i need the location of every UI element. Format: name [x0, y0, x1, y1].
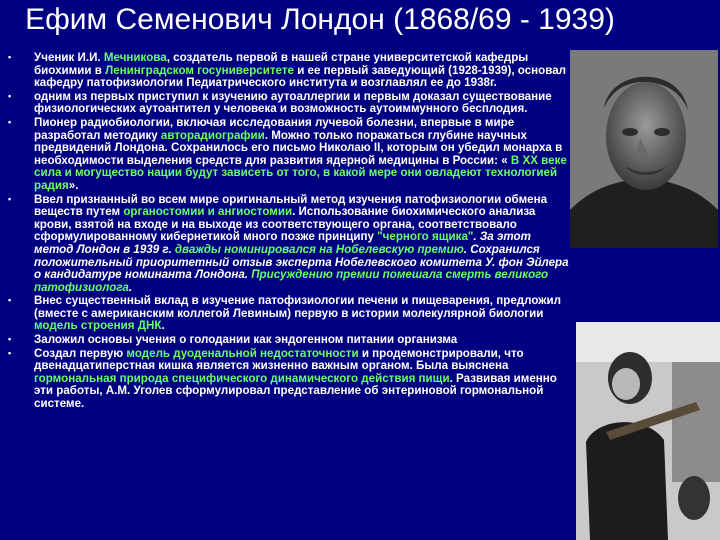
bullet-icon: •	[8, 295, 12, 306]
body-text: ».	[68, 178, 79, 192]
body-text: , создатель первой в нашей стране университетской кафедры биохимии в	[34, 51, 529, 77]
highlight-text: органостомии и ангиостомии	[123, 205, 293, 219]
highlight-text: авторадиографии	[160, 128, 265, 142]
bullet-item	[8, 91, 570, 116]
body-text: одним из первых приступил к изучению аутоаллергии и первым доказал существование физиологических аутоантител у человека и возможность аутоиммунного бесплодия.	[34, 89, 552, 116]
bullet-icon: •	[8, 90, 12, 101]
bullet-icon: •	[8, 52, 12, 62]
bullet-item	[8, 117, 570, 193]
body-text: и продемонстрировали, что двенадцатиперстная кишка является жизненно важным органом. Была выяснена	[34, 346, 524, 373]
bullet-icon: •	[8, 116, 12, 127]
highlight-text: В XX веке сила и могущество нации будут зависеть от того, в какой мере они овладеют технологией радия	[34, 153, 567, 192]
body-text: Ученик И.И.	[34, 51, 104, 64]
bullet-icon: •	[8, 193, 12, 204]
body-text: За этот метод Лондон в 1939 г.	[34, 230, 531, 256]
highlight-text: модель дуоденальной недостаточности	[126, 346, 359, 360]
body-text: . Сохранился положительный приоритетный отзыв эксперта Нобелевского комитета У. фон Эйлера о кандидатуре номинанта Лондона.	[34, 242, 569, 282]
body-text: .	[473, 230, 480, 244]
body-text: . Развивая именно эти работы, А.М. Уголев сформулировал представление об энтериновой гормональной системе.	[34, 371, 557, 411]
highlight-text: дважды номинировался на Нобелевскую премию	[174, 242, 464, 256]
portrait-illustration	[570, 50, 718, 248]
body-text: .	[161, 319, 165, 333]
body-text: Ввел признанный во всем мире оригинальный метод изучения патофизиологии обмена веществ путем	[34, 192, 548, 219]
body-text: . Можно только поражаться глубине научных предвидений Лондона. Сохранилось его письмо Николаю II, которым он убедил монарха в необходимости выделения средств для развития ядерной медицины в России: «	[34, 128, 563, 167]
bullet-item	[8, 334, 570, 347]
slide-title: Ефим Семенович Лондон (1868/69 - 1939)	[25, 3, 615, 36]
body-text: Создал первую	[34, 346, 127, 360]
bullet-item	[8, 52, 570, 90]
bullet-item	[8, 295, 570, 333]
body-text: Заложил основы учения о голодании как эндогенном питании организма	[34, 333, 458, 347]
highlight-text: Присуждению премии помешала смерть великого патофизиолога	[34, 268, 549, 294]
body-text: . Использование биохимического анализа крови, взятой на входе и на выходе из соответствующего органа, соответствовало сформулированному кибернетикой много позже принципу	[34, 205, 536, 244]
body-text: Внес существенный вклад в изучение патофизиологии печени и пищеварения, предложил (вместе с американским коллегой Левиным) первую в истории молекулярной биологии	[34, 294, 561, 320]
highlight-text: гормональная природа специфического динамического действия пищи	[34, 371, 450, 385]
bullet-item	[8, 194, 570, 295]
bullet-icon: •	[8, 347, 12, 358]
bullet-item	[8, 348, 570, 411]
body-text: .	[128, 280, 133, 294]
slide-body	[8, 52, 570, 412]
portrait-photo	[570, 50, 718, 248]
highlight-text: "черного ящика"	[377, 230, 474, 244]
highlight-text: Мечникова	[103, 51, 167, 64]
body-text: Пионер радиобиологии, включая исследования лучевой болезни, впервые в мире разработал методику	[34, 115, 515, 142]
violin-photo	[576, 322, 720, 540]
playing-illustration	[576, 322, 720, 540]
highlight-text: Ленинградском госуниверситете	[105, 63, 294, 77]
bullet-icon: •	[8, 334, 12, 345]
body-text: и ее первый заведующий (1928-1939), основал кафедру патофизиологии Педиатрического института и возглавлял ее до 1938г.	[34, 63, 567, 90]
highlight-text: модель строения ДНК	[34, 319, 162, 333]
